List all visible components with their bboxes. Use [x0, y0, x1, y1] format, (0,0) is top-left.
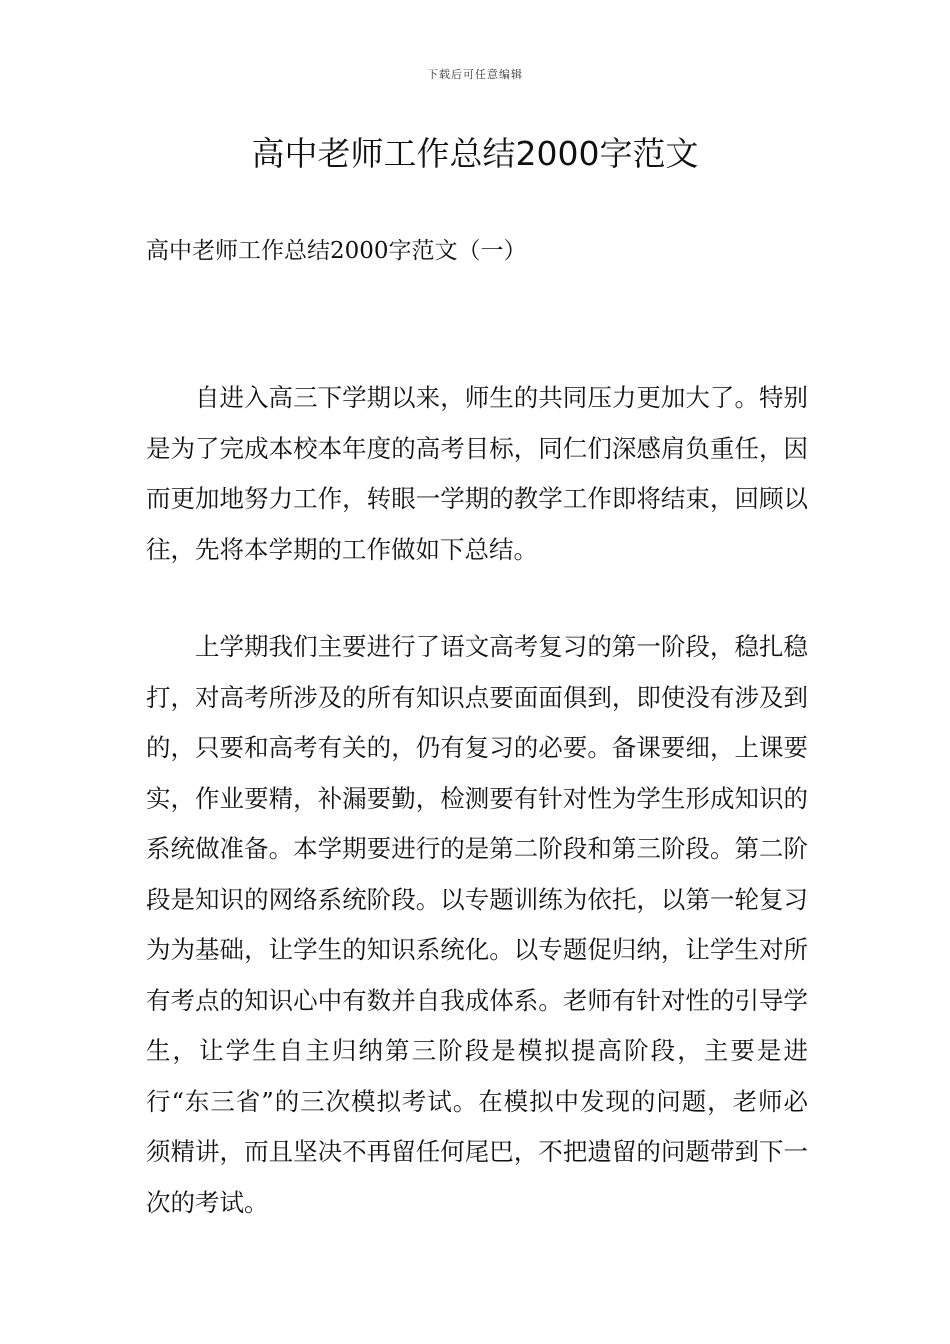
document-title: 高中老师工作总结2000字范文	[251, 134, 699, 173]
header-note: 下载后可任意编辑	[427, 68, 523, 81]
body-paragraph-1: 自进入高三下学期以来，师生的共同压力更加大了。特别是为了完成本校本年度的高考目标，同仁们深感肩负重任，因而更加地努力工作，转眼一学期的教学工作即将结束，回顾以往，先将本学期的工作做如下总结。	[146, 383, 808, 564]
body-paragraph-2: 上学期我们主要进行了语文高考复习的第一阶段，稳扎稳打，对高考所涉及的所有知识点要面面俱到，即使没有涉及到的，只要和高考有关的，仍有复习的必要。备课要细，上课要实，作业要精，补漏要勤，检测要有针对性为学生形成知识的系统做准备。本学期要进行的是第二阶段和第三阶段。第二阶段是知识的网络系统阶段。以专题训练为依托，以第一轮复习为为基础，让学生的知识系统化。以专题促归纳，让学生对所有考点的知识心中有数并自我成体系。老师有针对性的引导学生，让学生自主归纳第三阶段是模拟提高阶段，主要是进行“东三省”的三次模拟考试。在模拟中发现的问题，老师必须精讲，而且坚决不再留任何尾巴，不把遗留的问题带到下一次的考试。	[146, 632, 808, 1217]
section-subtitle: 高中老师工作总结2000字范文（一）	[146, 238, 527, 264]
